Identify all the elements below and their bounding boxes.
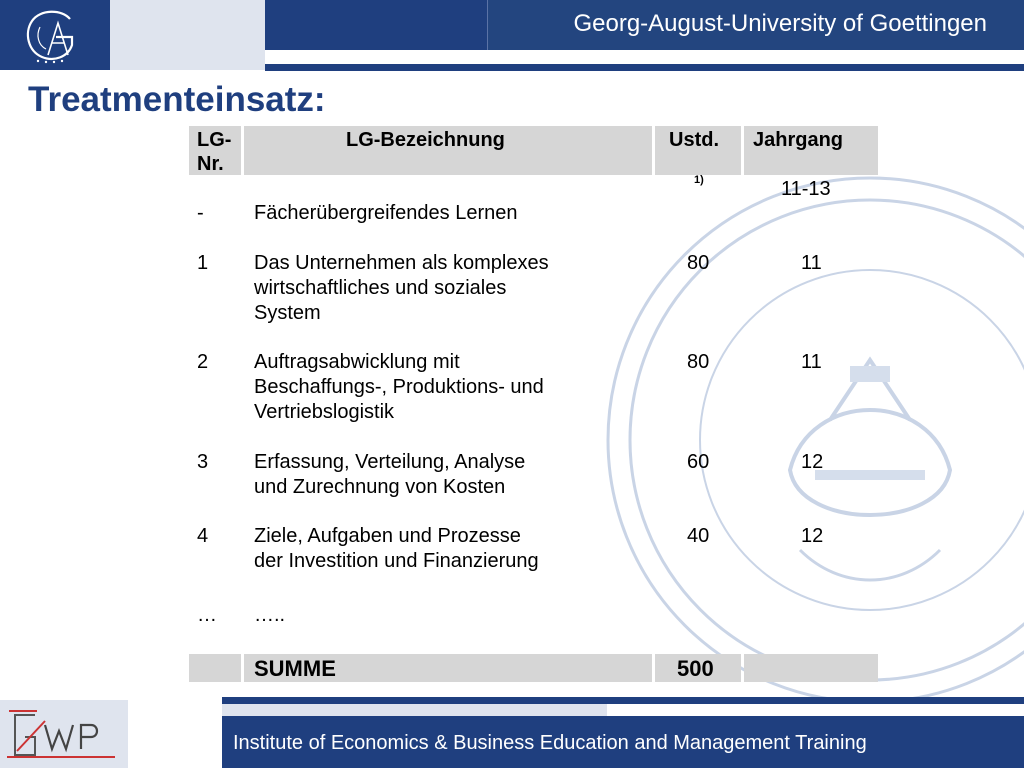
table-cell-ustd: 60	[687, 451, 710, 473]
table-cell-jahrgang: 12	[801, 451, 824, 473]
sum-row-cell-jahrgang	[744, 654, 878, 682]
column-header-nr-line2: Nr.	[197, 153, 224, 175]
table-cell-nr: 3	[197, 451, 209, 473]
column-header-jahrgang: Jahrgang	[753, 129, 844, 151]
table-cell-nr: -	[197, 202, 204, 224]
header-gap-panel	[110, 0, 265, 70]
table-cell-ustd: 80	[687, 252, 710, 274]
table-cell-jahrgang: 11-13	[781, 178, 831, 200]
column-header-ustd: Ustd.	[669, 129, 719, 151]
table-cell-name: Das Unternehmen als komplexes	[254, 252, 549, 274]
table-cell-name: Erfassung, Verteilung, Analyse	[254, 451, 526, 473]
gwp-institute-logo	[5, 707, 123, 763]
footer-light-stripe	[222, 704, 607, 716]
table-cell-nr: 1	[197, 252, 209, 274]
footer-stripe	[222, 697, 1024, 704]
table-cell-ustd: 80	[687, 351, 710, 373]
table-cell-name: und Zurechnung von Kosten	[254, 476, 506, 498]
page-title: Treatmenteinsatz:	[28, 80, 326, 119]
column-header-name: LG-Bezeichnung	[346, 129, 505, 151]
table-cell-name: der Investition und Finanzierung	[254, 550, 539, 572]
table-cell-name: wirtschaftliches und soziales	[254, 277, 507, 299]
university-monogram-logo	[18, 5, 90, 65]
university-name: Georg-August-University of Goettingen	[573, 10, 987, 37]
table-cell-name: Vertriebslogistik	[254, 401, 395, 423]
table-cell-jahrgang: 12	[801, 525, 824, 547]
sum-label: SUMME	[254, 656, 336, 681]
table-cell-nr: 4	[197, 525, 209, 547]
column-header-nr-line1: LG-	[197, 129, 232, 151]
footnote-marker: 1)	[694, 174, 704, 186]
table-cell-name: Beschaffungs-, Produktions- und	[254, 376, 544, 398]
table-cell-name: …..	[254, 604, 286, 626]
header-title-panel	[487, 0, 1024, 50]
university-logo-box	[0, 0, 110, 70]
table-cell-jahrgang: 11	[801, 351, 822, 373]
table-cell-name: Auftragsabwicklung mit	[254, 351, 460, 373]
table-cell-jahrgang: 11	[801, 252, 822, 274]
header-stripe	[265, 64, 1024, 71]
table-cell-ustd: 40	[687, 525, 710, 547]
table-cell-name: Ziele, Aufgaben und Prozesse	[254, 525, 521, 547]
sum-value: 500	[677, 656, 714, 681]
institute-name: Institute of Economics & Business Education and Management Training	[233, 732, 867, 754]
table-cell-nr: 2	[197, 351, 209, 373]
table-cell-name: Fächerübergreifendes Lernen	[254, 202, 518, 224]
table-cell-nr: …	[197, 604, 217, 626]
sum-row-cell-nr	[189, 654, 241, 682]
table-cell-name: System	[254, 302, 321, 324]
